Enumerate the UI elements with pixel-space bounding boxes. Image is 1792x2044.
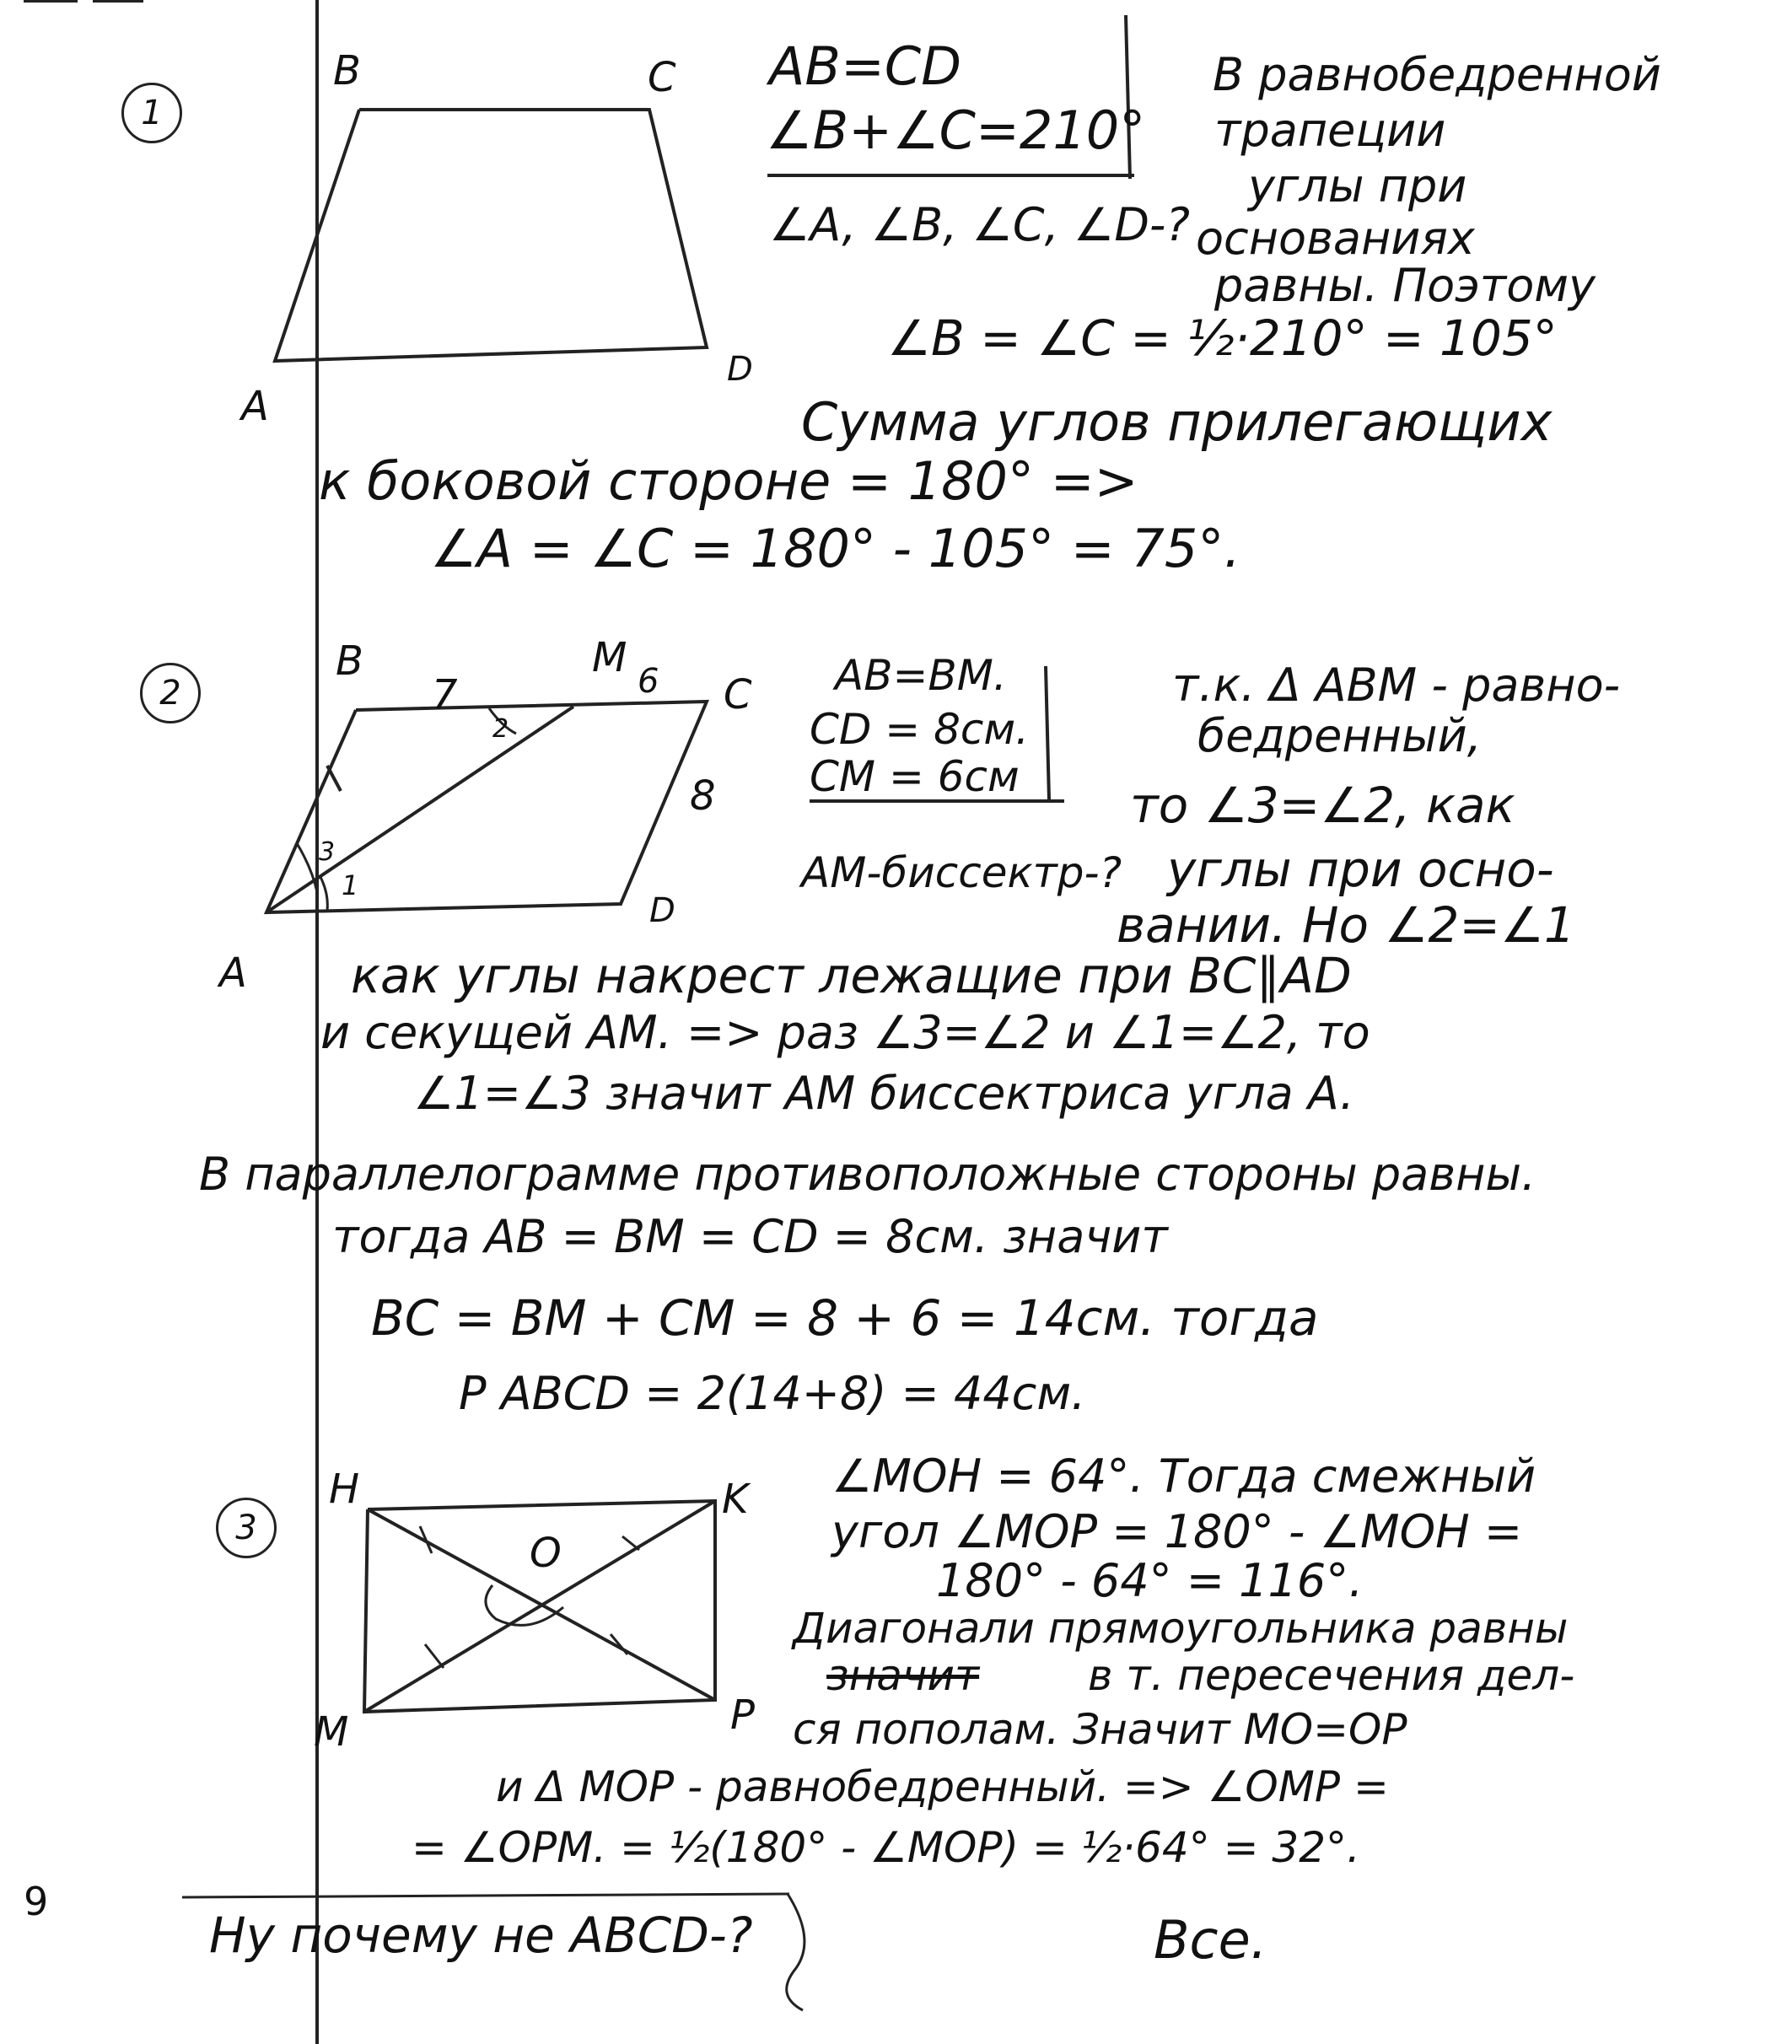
solution-line: ся пополам. Значит MO=OP <box>793 1705 1407 1754</box>
problem-number-1: 1 <box>121 83 182 143</box>
solution-line: ∠A = ∠C = 180° - 105° = 75°. <box>430 518 1241 579</box>
given-line: AB=CD <box>769 35 961 97</box>
solution-line: В равнобедренной <box>1213 48 1661 101</box>
solution-line: и секущей AM. => раз ∠3=∠2 и ∠1=∠2, то <box>320 1006 1370 1059</box>
solution-line: 180° - 64° = 116°. <box>936 1554 1364 1607</box>
segment-label-bm: 7 <box>432 671 458 718</box>
solution-line: угол ∠MOP = 180° - ∠MOH = <box>831 1505 1523 1558</box>
problem-number-3: 3 <box>216 1498 277 1558</box>
end-mark: Все. <box>1154 1909 1267 1971</box>
solution-line: тогда AB = BM = CD = 8см. значит <box>332 1210 1168 1263</box>
given-line: CM = 6см <box>810 752 1020 801</box>
vertex-m: M <box>314 1708 349 1756</box>
vertex-k: K <box>722 1476 749 1523</box>
solution-line: основаниях <box>1196 212 1475 265</box>
vertex-c: C <box>724 671 752 718</box>
solution-line: равны. Поэтому <box>1214 259 1596 312</box>
vertex-a: A <box>219 949 247 997</box>
vertex-b: B <box>333 47 361 94</box>
solution-line: = ∠OPM. = ½(180° - ∠MOP) = ½·64° = 32°. <box>412 1823 1360 1872</box>
solution-line: в т. пересечения дел- <box>1088 1651 1575 1700</box>
solution-line: В параллелограмме противоположные стороны равны. <box>199 1148 1536 1201</box>
solution-line: к боковой стороне = 180° => <box>319 450 1138 512</box>
solution-line: ∠B = ∠C = ½·210° = 105° <box>887 309 1558 367</box>
vertex-p: P <box>730 1692 755 1739</box>
angle-label-1: 1 <box>342 869 359 901</box>
segment-label-cd: 8 <box>690 772 716 820</box>
vertex-a: A <box>241 383 269 430</box>
vertex-h: H <box>329 1466 360 1513</box>
given-line: CD = 8см. <box>810 705 1030 754</box>
solution-line: BC = BM + CM = 8 + 6 = 14см. тогда <box>371 1289 1319 1347</box>
solution-line: Сумма углов прилегающих <box>801 391 1553 453</box>
solution-line: как углы накрест лежащие при BC∥AD <box>351 947 1352 1004</box>
vertex-d: D <box>727 350 753 389</box>
vertex-d: D <box>649 891 675 930</box>
teacher-comment: Ну почему не ABCD-? <box>209 1907 753 1964</box>
solution-line: Диагонали прямоугольника равны <box>793 1604 1569 1653</box>
given-line: AB=BM. <box>835 651 1007 700</box>
vertex-m: M <box>592 634 627 681</box>
margin-digit: 9 <box>24 1879 49 1924</box>
solution-line: трапеции <box>1214 104 1446 157</box>
find-line: AM-биссектр-? <box>801 848 1122 897</box>
solution-line: и Δ MOP - равнобедренный. => ∠OMP = <box>496 1762 1389 1811</box>
vertex-b: B <box>336 637 363 685</box>
angle-label-2: 2 <box>492 714 509 744</box>
vertex-c: C <box>648 54 676 101</box>
solution-line: бедренный, <box>1197 709 1482 762</box>
solution-line: вании. Но ∠2=∠1 <box>1117 896 1575 954</box>
center-o: O <box>530 1530 562 1577</box>
solution-line: P ABCD = 2(14+8) = 44см. <box>459 1367 1086 1420</box>
solution-line: то ∠3=∠2, как <box>1130 777 1515 834</box>
angle-label-3: 3 <box>319 837 336 867</box>
find-line: ∠A, ∠B, ∠C, ∠D-? <box>769 198 1191 251</box>
solution-line: ∠MOH = 64°. Тогда смежный <box>831 1450 1536 1503</box>
given-line: ∠B+∠C=210° <box>766 100 1146 161</box>
solution-line: углы при <box>1248 159 1467 212</box>
crossed-out-word: значит <box>826 1651 980 1700</box>
solution-line: т.к. Δ ABM - равно- <box>1172 659 1621 712</box>
problem-number-2: 2 <box>140 663 201 723</box>
segment-label-mc: 6 <box>638 662 659 701</box>
solution-line: ∠1=∠3 значит AM биссектриса угла A. <box>413 1067 1354 1120</box>
solution-line: углы при осно- <box>1167 841 1554 898</box>
